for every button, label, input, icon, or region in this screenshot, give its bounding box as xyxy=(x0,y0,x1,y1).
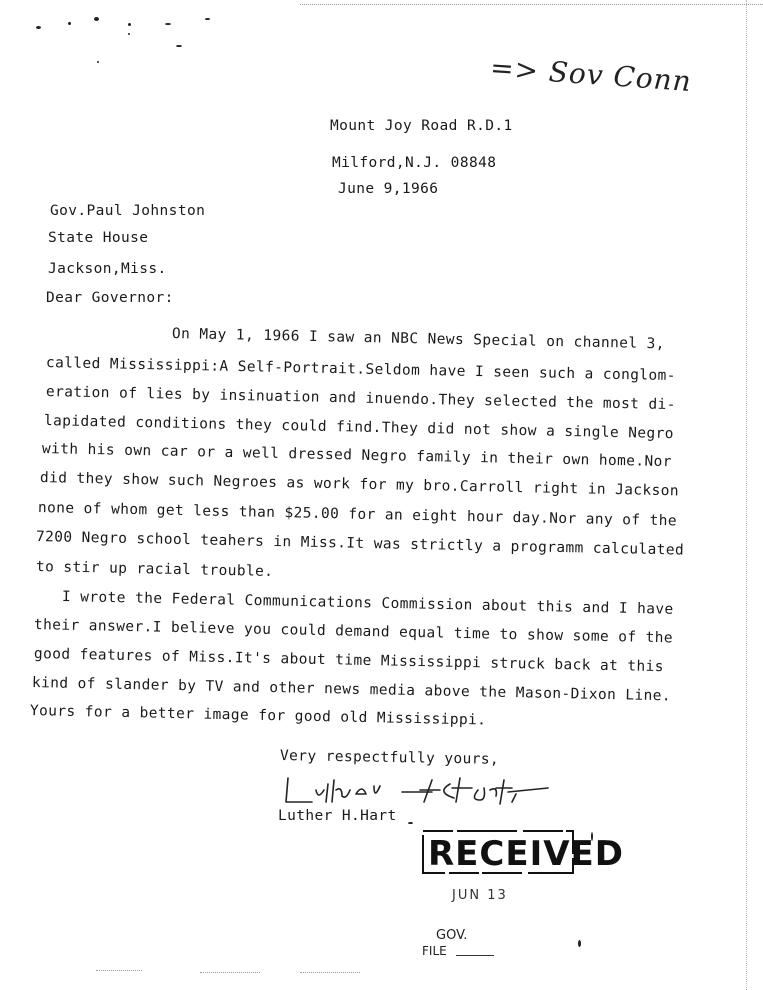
scan-edge-line xyxy=(300,4,763,5)
body-line: 7200 Negro school teahers in Miss.It was strictly a programm calculated xyxy=(35,529,685,559)
salutation: Dear Governor: xyxy=(46,290,174,306)
sender-street: Mount Joy Road R.D.1 xyxy=(330,118,513,134)
body-line: did they show such Negroes as work for my bro.Carroll right in Jackson xyxy=(39,470,680,500)
sender-city: Milford,N.J. 08848 xyxy=(332,155,497,171)
body-line: Yours for a better image for good old Mississippi. xyxy=(29,703,487,729)
body-line: good features of Miss.It's about time Mississippi struck back at this xyxy=(33,646,664,676)
recipient-building: State House xyxy=(48,230,149,246)
body-line: kind of slander by TV and other news media above the Mason-Dixon Line. xyxy=(31,675,672,705)
gov-label: GOV. xyxy=(436,928,468,943)
body-line: On May 1, 1966 I saw an NBC News Special on channel 3, xyxy=(171,326,666,353)
body-line: I wrote the Federal Communications Commission about this and I have xyxy=(61,589,674,618)
file-label: FILE xyxy=(422,944,447,958)
body-line: called Mississippi:A Self-Portrait.Seldom have I seen such a conglom- xyxy=(45,355,676,385)
letter-date: June 9,1966 xyxy=(338,181,439,197)
body-line: with his own car or a well dressed Negro family in their own home.Nor xyxy=(41,441,672,471)
body-line: none of whom get less than $25.00 for an eight hour day.Nor any of the xyxy=(37,500,678,530)
scan-speck xyxy=(176,45,182,47)
body-line: lapidated conditions they could find.They did not show a single Negro xyxy=(43,413,674,443)
body-line: eration of lies by insinuation and inuendo.They selected the most di- xyxy=(45,384,676,414)
scan-speck xyxy=(205,18,210,20)
scan-speck xyxy=(36,26,41,29)
scan-edge-line xyxy=(200,972,260,973)
recipient-city: Jackson,Miss. xyxy=(48,261,167,277)
body-line: their answer.I believe you could demand equal time to show some of the xyxy=(33,617,674,647)
scan-edge-line xyxy=(300,972,360,973)
closing: Very respectfully yours, xyxy=(279,748,500,768)
scan-speck xyxy=(68,22,71,25)
typed-signer-name: Luther H.Hart xyxy=(278,808,397,824)
scan-speck xyxy=(408,822,413,824)
scan-speck xyxy=(165,23,171,25)
received-stamp xyxy=(422,830,624,874)
handwritten-routing-note: => Sov Conn xyxy=(489,50,693,99)
scan-edge-line xyxy=(96,970,142,971)
scan-speck xyxy=(97,61,99,63)
scan-speck xyxy=(128,23,131,26)
stamp-date: JUN 13 xyxy=(452,888,508,903)
scan-speck xyxy=(128,33,130,35)
scan-edge-line xyxy=(746,0,747,990)
file-underline xyxy=(456,955,494,956)
recipient-name: Gov.Paul Johnston xyxy=(50,203,206,219)
body-line: to stir up racial trouble. xyxy=(35,559,274,580)
scan-speck xyxy=(94,17,99,21)
scan-speck xyxy=(578,940,581,947)
stamp-text: RECEIVED xyxy=(428,834,624,874)
